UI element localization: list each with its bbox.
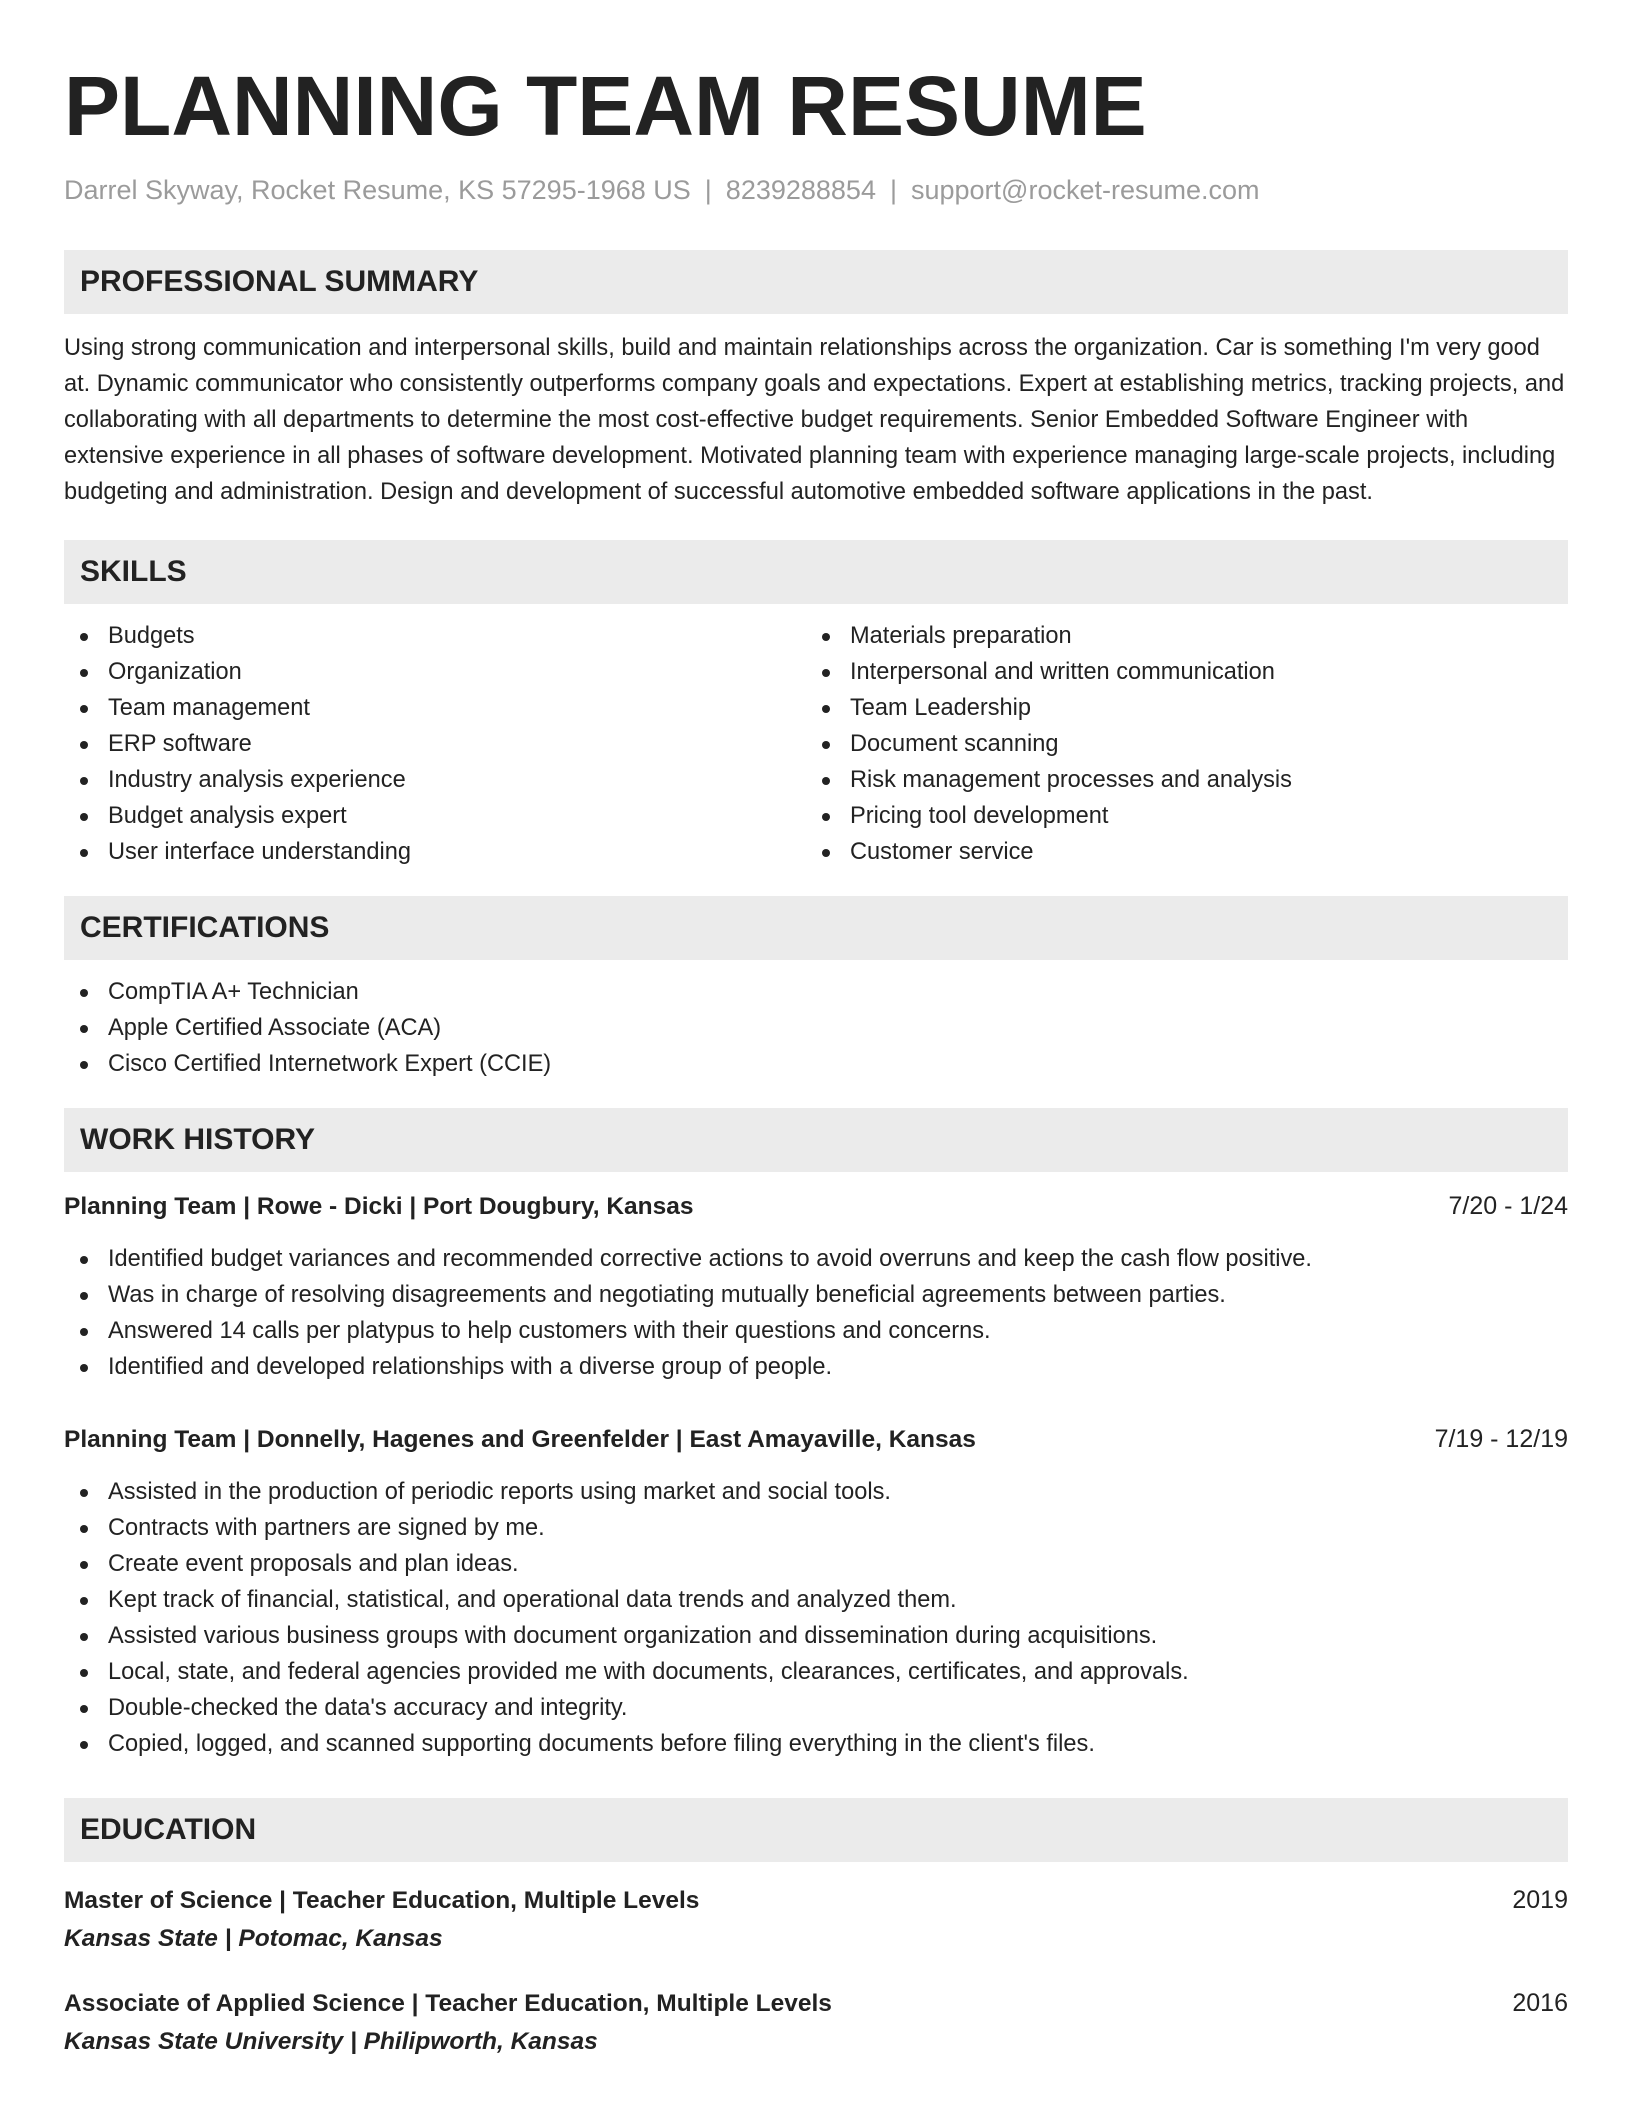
job-header bbox=[64, 1421, 1568, 1458]
resume-page bbox=[64, 0, 1568, 2062]
job-bullet: Create event proposals and plan ideas. bbox=[64, 1546, 1568, 1582]
contact-email: support@rocket-resume.com bbox=[910, 175, 1260, 205]
job-bullet: Answered 14 calls per platypus to help customers with their questions and concerns. bbox=[64, 1313, 1568, 1349]
job-header bbox=[64, 1188, 1568, 1225]
job-bullets bbox=[64, 1474, 1568, 1762]
certification-item: Apple Certified Associate (ACA) bbox=[64, 1010, 1568, 1046]
resume-title: PLANNING TEAM RESUME bbox=[64, 59, 1147, 153]
contact-separator: | bbox=[704, 175, 712, 205]
skill-item: Team management bbox=[64, 690, 806, 726]
skill-item: Interpersonal and written communication bbox=[806, 654, 1548, 690]
certifications-list bbox=[64, 974, 1568, 1082]
skill-item: Organization bbox=[64, 654, 806, 690]
education-header bbox=[64, 1882, 1568, 1919]
job-bullet: Double-checked the data's accuracy and integrity. bbox=[64, 1690, 1568, 1726]
education-degree: Associate of Applied Science | Teacher Education, Multiple Levels bbox=[64, 1990, 832, 2017]
job-bullet: Local, state, and federal agencies provided me with documents, clearances, certificates, and approvals. bbox=[64, 1654, 1568, 1690]
certification-item: Cisco Certified Internetwork Expert (CCIE) bbox=[64, 1046, 1568, 1082]
skill-item: User interface understanding bbox=[64, 834, 806, 870]
certifications-heading: CERTIFICATIONS bbox=[64, 896, 1568, 960]
contact-address: Darrel Skyway, Rocket Resume, KS 57295-1968 US bbox=[64, 175, 691, 205]
skill-item: ERP software bbox=[64, 726, 806, 762]
education-heading: EDUCATION bbox=[64, 1798, 1568, 1862]
job-bullet: Identified budget variances and recommended corrective actions to avoid overruns and keep the cash flow positive. bbox=[64, 1241, 1568, 1277]
skills-heading: SKILLS bbox=[64, 540, 1568, 604]
education-year: 2016 bbox=[1512, 1989, 1568, 2017]
work-history-heading: WORK HISTORY bbox=[64, 1108, 1568, 1172]
education-school: Kansas State | Potomac, Kansas bbox=[64, 1925, 443, 1952]
contact-separator: | bbox=[889, 175, 897, 205]
summary-heading: PROFESSIONAL SUMMARY bbox=[64, 250, 1568, 314]
contact-line bbox=[64, 170, 1568, 210]
skill-item: Team Leadership bbox=[806, 690, 1548, 726]
education-year: 2019 bbox=[1512, 1886, 1568, 1914]
job-bullet: Assisted in the production of periodic reports using market and social tools. bbox=[64, 1474, 1568, 1510]
job-bullets bbox=[64, 1241, 1568, 1385]
job-bullet: Kept track of financial, statistical, and operational data trends and analyzed them. bbox=[64, 1582, 1568, 1618]
education-school: Kansas State University | Philipworth, Kansas bbox=[64, 2028, 598, 2055]
skill-item: Customer service bbox=[806, 834, 1548, 870]
job-bullet: Identified and developed relationships with a diverse group of people. bbox=[64, 1349, 1568, 1385]
skills-left-column bbox=[64, 618, 806, 870]
job-bullet: Contracts with partners are signed by me. bbox=[64, 1510, 1568, 1546]
job-dates: 7/20 - 1/24 bbox=[1448, 1192, 1568, 1220]
job-bullet: Was in charge of resolving disagreements and negotiating mutually beneficial agreements between parties. bbox=[64, 1277, 1568, 1313]
skill-item: Industry analysis experience bbox=[64, 762, 806, 798]
job-bullet: Assisted various business groups with document organization and dissemination during acquisitions. bbox=[64, 1618, 1568, 1654]
job-bullet: Copied, logged, and scanned supporting documents before filing everything in the client's files. bbox=[64, 1726, 1568, 1762]
certification-item: CompTIA A+ Technician bbox=[64, 974, 1568, 1010]
skill-item: Document scanning bbox=[806, 726, 1548, 762]
skills-right-column bbox=[806, 618, 1548, 870]
skill-item: Pricing tool development bbox=[806, 798, 1548, 834]
education-header bbox=[64, 1985, 1568, 2022]
skills-list bbox=[64, 618, 1568, 870]
skill-item: Risk management processes and analysis bbox=[806, 762, 1548, 798]
education-degree: Master of Science | Teacher Education, Multiple Levels bbox=[64, 1887, 700, 1914]
summary-text: Using strong communication and interpersonal skills, build and maintain relationships across the organization. Car is something I'm very good at. Dynamic communicator who consistently outperforms company goals and expectations. Expert at establishing metrics, tracking projects, and collaborating with all departments to determine the most cost-effective budget requirements. Senior Embedded Software Engineer with extensive experience in all phases of software development. Motivated planning team with experience managing large-scale projects, including budgeting and administration. Design and development of successful automotive embedded software applications in the past. bbox=[64, 335, 1565, 505]
skill-item: Budget analysis expert bbox=[64, 798, 806, 834]
job-title: Planning Team | Donnelly, Hagenes and Greenfelder | East Amayaville, Kansas bbox=[64, 1426, 976, 1453]
job-dates: 7/19 - 12/19 bbox=[1434, 1425, 1568, 1453]
skill-item: Budgets bbox=[64, 618, 806, 654]
job-title: Planning Team | Rowe - Dicki | Port Dougbury, Kansas bbox=[64, 1193, 694, 1220]
contact-phone: 8239288854 bbox=[725, 175, 876, 205]
skill-item: Materials preparation bbox=[806, 618, 1548, 654]
